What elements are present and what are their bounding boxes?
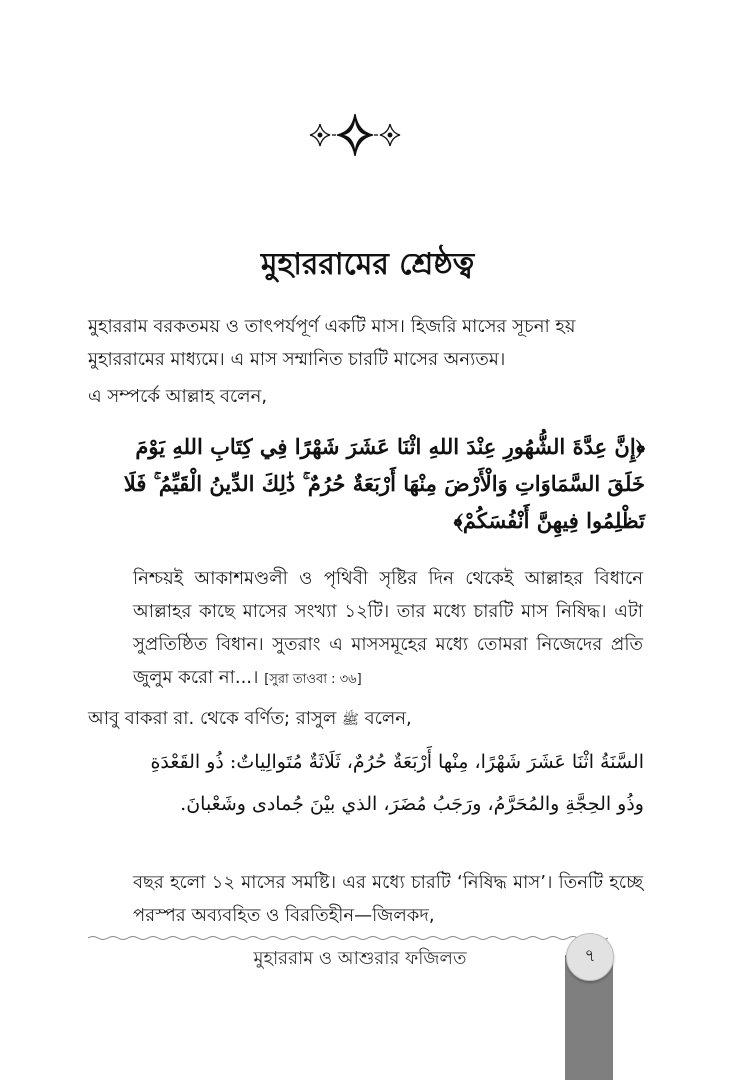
quran-reference: [সুরা তাওবা : ৩৬] <box>264 672 362 687</box>
hadith-intro-text: আবু বাকরা রা. থেকে বর্ণিত; রাসুল <box>88 708 337 729</box>
quran-intro: এ সম্পর্কে আল্লাহ বলেন, <box>88 386 268 407</box>
page-number-text: ৭ <box>584 946 596 966</box>
salawat-icon: ﷺ <box>341 712 359 728</box>
intro-paragraph: মুহাররাম বরকতময় ও তাৎপর্যপূর্ণ একটি মাস। হিজরি মাসের সূচনা হয় মুহাররামের মাধ্যমে। এ মাস সম্মানিত চারটি মাসের অন্যতম। <box>88 316 576 370</box>
chapter-title: মুহাররামের শ্রেষ্ঠত্ব <box>260 247 475 282</box>
running-footer-title: মুহাররাম ও আশুরার ফজিলত <box>253 948 467 969</box>
hadith-intro <box>88 702 648 737</box>
hadith-text: السَّنَةُ اثْنَا عَشَرَ شَهْرًا، مِنْها أَرْبَعَةٌ حُرُمٌ، ثَلَاثَةٌ مُتَوالِياتٌ: ذُو القَعْدَةِ وذُو الحِجَّةِ والمُحَرَّمُ، ورَجَبُ مُضَرَ، الذي بيْنَ جُمادى وشَعْبانَ. <box>150 751 644 815</box>
quran-translation <box>133 562 643 696</box>
translation-text: নিশ্চয়ই আকাশমণ্ডলী ও পৃথিবী সৃষ্টির দিন থেকেই আল্লাহর বিধানে আল্লাহর কাছে মাসের সংখ্যা ১২টি। তার মধ্যে চারটি মাস নিষিদ্ধ। এটা সুপ্রতিষ্ঠিত বিধান। সুতরাং এ মাসসমূহের মধ্যে তোমরা নিজেদের প্রতি জুলুম করো না...। <box>133 568 643 688</box>
page-number <box>566 933 614 981</box>
quran-verse: ﴿إِنَّ عِدَّةَ الشُّهُورِ عِنْدَ اللهِ اثْنَا عَشَرَ شَهْرًا فِي كِتَابِ اللهِ يَوْمَ خَلَقَ السَّمَاوَاتِ وَالْأَرْضَ مِنْهَا أَرْبَعَةٌ حُرُمٌ ۚ ذَٰلِكَ الدِّينُ الْقَيِّمُ ۚ فَلَا تَظْلِمُوا فِيهِنَّ أَنْفُسَكُمْ﴾ <box>123 434 645 533</box>
hadith-intro-said: বলেন, <box>364 708 412 729</box>
ornament-divider-icon <box>300 110 410 160</box>
closing-paragraph: বছর হলো ১২ মাসের সমষ্টি। এর মধ্যে চারটি ‘নিষিদ্ধ মাস’। তিনটি হচ্ছে পরস্পর অব্যবহিত ও বিরতিহীন—জিলকদ, <box>133 872 643 926</box>
footer-divider <box>88 934 608 942</box>
